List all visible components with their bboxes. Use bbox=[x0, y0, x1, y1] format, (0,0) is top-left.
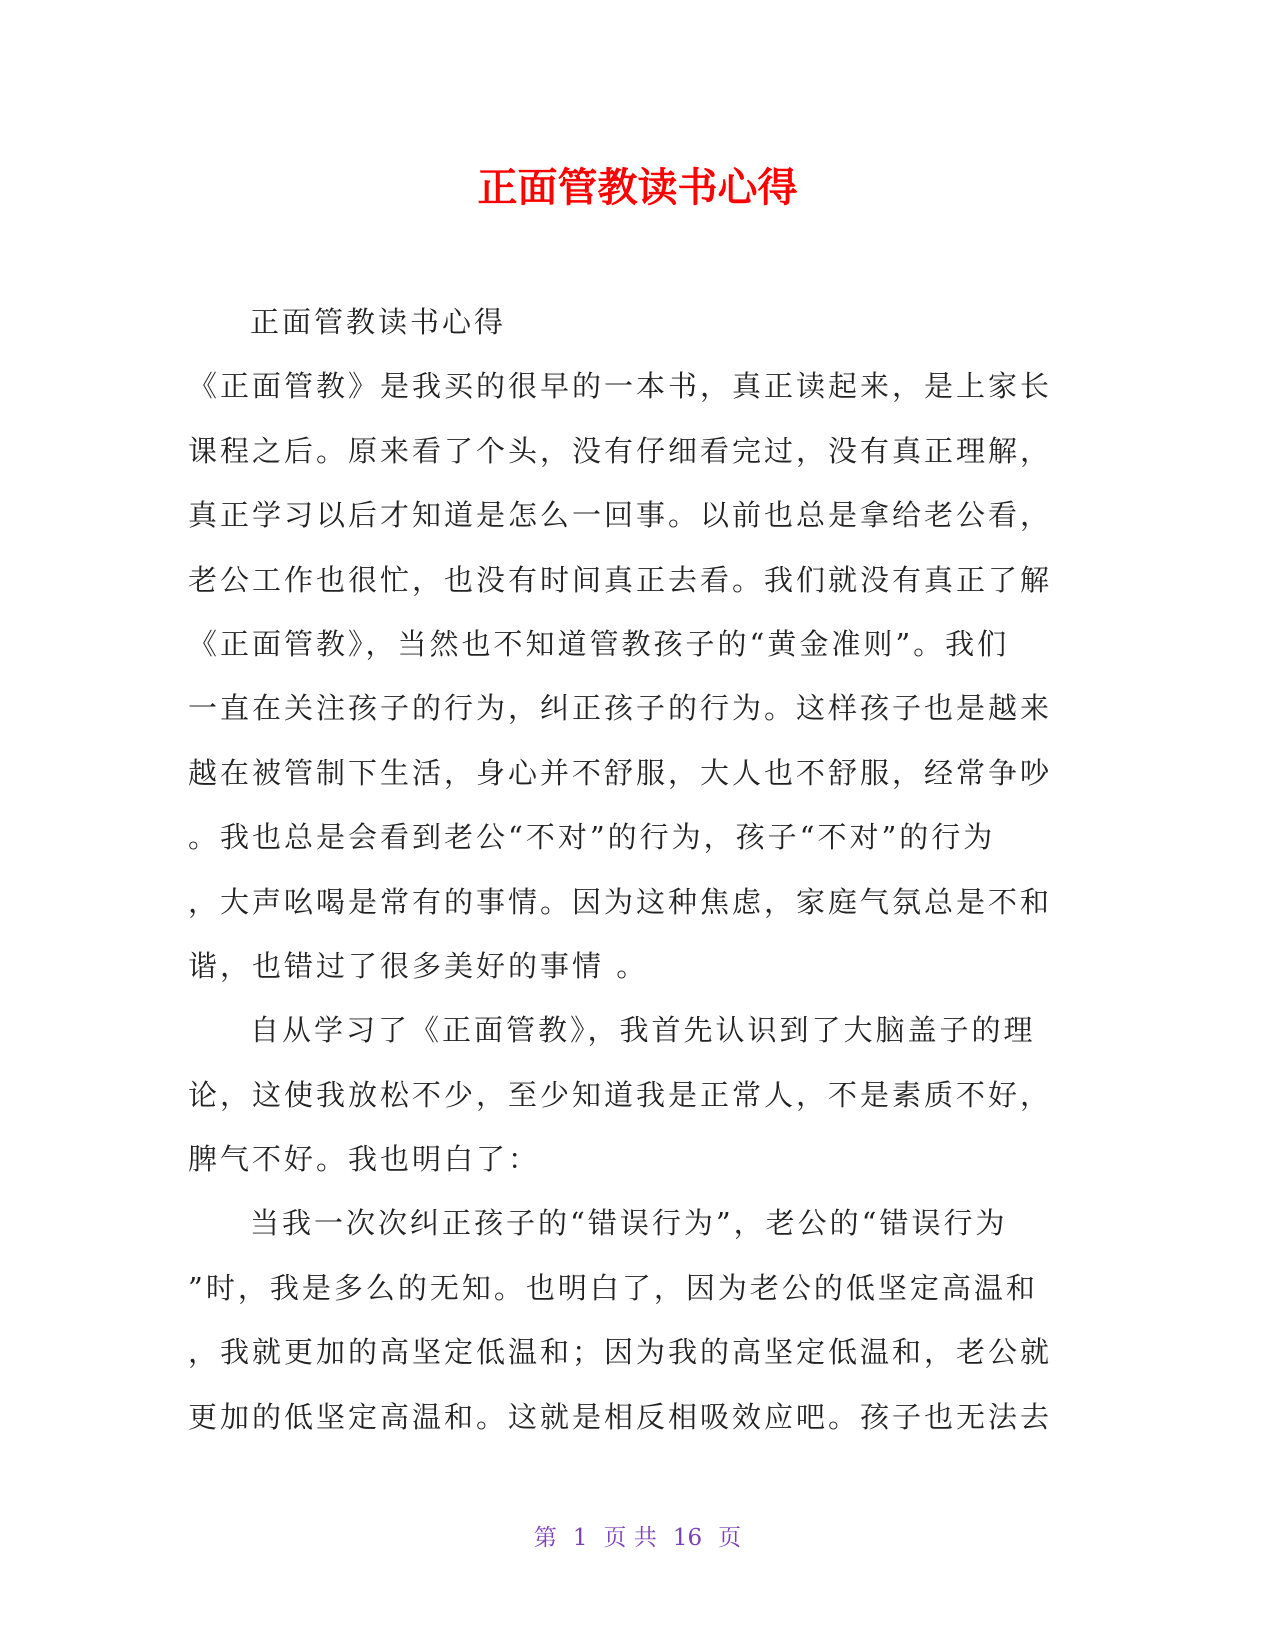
body-line: 当我一次次纠正孩子的“错误行为”，老公的“错误行为 bbox=[250, 1206, 1008, 1241]
body-line: 真正学习以后才知道是怎么一回事。以前也总是拿给老公看， bbox=[188, 498, 1053, 533]
page-label-prefix: 第 bbox=[533, 1525, 557, 1551]
body-line: 越在被管制下生活，身心并不舒服，大人也不舒服，经常争吵 bbox=[188, 755, 1053, 790]
page-current: 1 bbox=[572, 1525, 588, 1551]
body-line: ”时，我是多么的无知。也明白了，因为老公的低坚定高温和 bbox=[188, 1270, 1038, 1305]
body-subtitle: 正面管教读书心得 bbox=[250, 305, 507, 339]
body-line: 论，这使我放松不少，至少知道我是正常人，不是素质不好， bbox=[188, 1077, 1053, 1112]
body-line: 一直在关注孩子的行为，纠正孩子的行为。这样孩子也是越来 bbox=[188, 691, 1053, 726]
page-total: 16 bbox=[672, 1525, 703, 1551]
body-line: 脾气不好。我也明白了： bbox=[188, 1142, 541, 1177]
page-label-suffix: 页 bbox=[718, 1525, 742, 1551]
body-line: 《正面管教》，当然也不知道管教孩子的“黄金准则”。我们 bbox=[188, 626, 1010, 661]
body-line: 。我也总是会看到老公“不对”的行为，孩子“不对”的行为 bbox=[188, 820, 996, 855]
body-line: 更加的低坚定高温和。这就是相反相吸效应吧。孩子也无法去 bbox=[188, 1399, 1053, 1434]
body-line: ，我就更加的高坚定低温和；因为我的高坚定低温和，老公就 bbox=[188, 1335, 1053, 1370]
body-line: 课程之后。原来看了个头，没有仔细看完过，没有真正理解， bbox=[188, 433, 1053, 468]
body-line: 老公工作也很忙，也没有时间真正去看。我们就没有真正了解 bbox=[188, 562, 1053, 597]
document-title: 正面管教读书心得 bbox=[477, 165, 798, 211]
document-body bbox=[188, 290, 1088, 1449]
body-line: 《正面管教》是我买的很早的一本书，真正读起来，是上家长 bbox=[188, 369, 1053, 404]
page-label-mid: 页 共 bbox=[603, 1525, 657, 1551]
page-number-footer bbox=[0, 1523, 1275, 1553]
body-line: 谐，也错过了很多美好的事情 。 bbox=[188, 948, 649, 983]
body-line: 自从学习了《正面管教》，我首先认识到了大脑盖子的理 bbox=[250, 1013, 1036, 1048]
body-line: ，大声吆喝是常有的事情。因为这种焦虑，家庭气氛总是不和 bbox=[188, 884, 1053, 919]
